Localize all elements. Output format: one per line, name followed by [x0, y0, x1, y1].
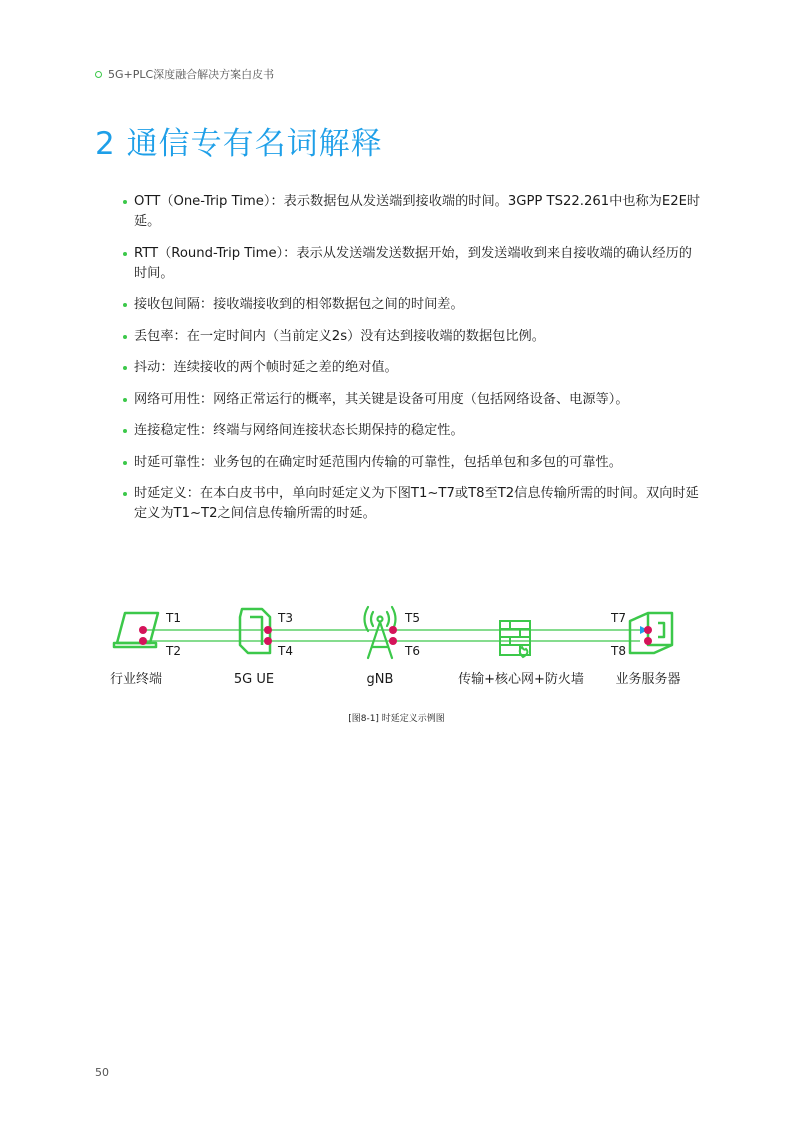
latency-diagram: [0, 595, 793, 705]
server-icon: [630, 613, 672, 653]
point-label-t5: T5: [405, 611, 420, 625]
definition-jitter: 抖动：连续接收的两个帧时延之差的绝对值。: [122, 358, 702, 378]
definition-latency: 时延定义：在本白皮书中，单向时延定义为下图T1~T7或T8至T2信息传输所需的时间。双向时延定义为T1~T2之间信息传输所需的时延。: [122, 484, 702, 524]
header-text: 5G+PLC深度融合解决方案白皮书: [108, 68, 275, 81]
definition-ott: OTT（One-Trip Time）：表示数据包从发送端到接收端的时间。3GPP TS22.261中也称为E2E时延。: [122, 192, 702, 232]
point-dot-t6: [389, 637, 397, 645]
firewall-icon: [500, 621, 530, 657]
point-dot-t3: [264, 626, 272, 634]
node-label-server: 业务服务器: [615, 672, 681, 687]
definition-latency-reliability: 时延可靠性：业务包的在确定时延范围内传输的可靠性，包括单包和多包的可靠性。: [122, 453, 702, 473]
point-label-t2: T2: [166, 644, 181, 658]
definition-availability: 网络可用性：网络正常运行的概率，其关键是设备可用度（包括网络设备、电源等）。: [122, 390, 702, 410]
point-dot-t4: [264, 637, 272, 645]
point-label-t1: T1: [166, 611, 181, 625]
point-label-t7: T7: [611, 611, 626, 625]
point-dot-t1: [139, 626, 147, 634]
point-label-t6: T6: [405, 644, 420, 658]
node-label-gnb: gNB: [366, 672, 394, 687]
definition-list: [122, 192, 702, 536]
point-dot-t2: [139, 637, 147, 645]
point-label-t8: T8: [611, 644, 626, 658]
definition-rtt: RTT（Round-Trip Time）：表示从发送端发送数据开始，到发送端收到来自接收端的确认经历的时间。: [122, 244, 702, 284]
definition-packet-interval: 接收包间隔：接收端接收到的相邻数据包之间的时间差。: [122, 295, 702, 315]
header-ring-icon: [95, 71, 102, 78]
running-header: [95, 66, 274, 82]
page-number: 50: [95, 1066, 109, 1079]
point-dot-t7: [644, 626, 652, 634]
point-dot-t5: [389, 626, 397, 634]
definition-packet-loss: 丢包率：在一定时间内（当前定义2s）没有达到接收端的数据包比例。: [122, 327, 702, 347]
point-dot-t8: [644, 637, 652, 645]
definition-stability: 连接稳定性：终端与网络间连接状态长期保持的稳定性。: [122, 421, 702, 441]
node-label-core: 传输+核心网+防火墙: [458, 672, 584, 687]
section-title: 2 通信专有名词解释: [95, 126, 383, 162]
node-label-terminal: 行业终端: [109, 672, 163, 687]
point-label-t4: T4: [278, 644, 293, 658]
point-label-t3: T3: [278, 611, 293, 625]
node-label-ue: 5G UE: [233, 672, 275, 687]
figure-caption: [图8-1] 时延定义示例图: [348, 714, 445, 724]
